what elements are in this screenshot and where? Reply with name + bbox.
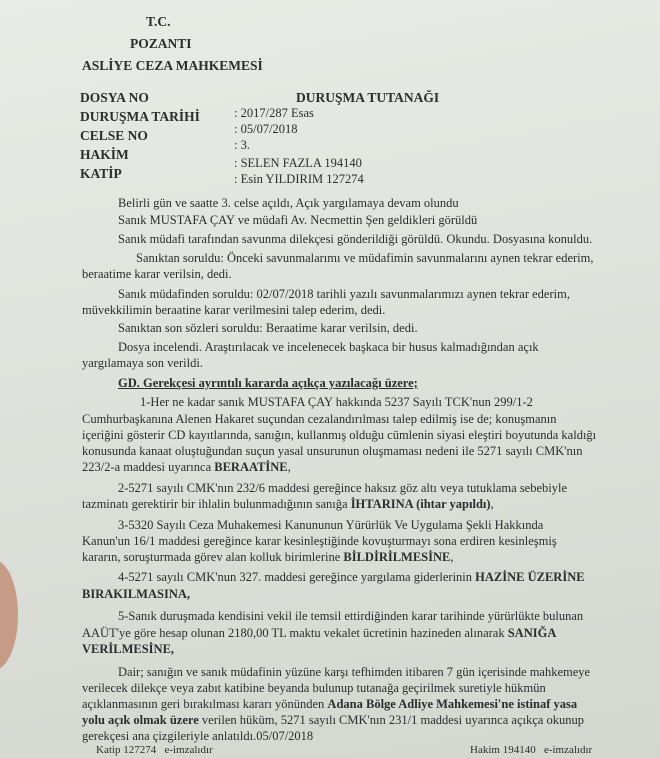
judge-signature-label: Hakim 194140 (470, 744, 536, 756)
paragraph-defense-petition: Sanık müdafi tarafından savunma dilekçesi gönderildiği görüldü. Okundu. Dosyasına konuldu. (118, 232, 593, 246)
fee-decision: SANIĞA (507, 626, 557, 640)
paragraph-defendant-question: Sanıktan soruldu: Önceki savunmalarımı ve müdafimin savunmalarını aynen tekrar ederim, (136, 251, 594, 265)
paragraph-defendant-question-cont: beraatime karar verilsin, dedi. (82, 267, 232, 281)
item-1-line-2: Cumhurbaşkanına Alenen Hakaret suçundan cezalandırılması talep edilmiş ise de; konuşmanın (82, 412, 557, 426)
clerk-signature-label: Katip 127274 (96, 744, 157, 756)
verdict-text: açıklanmasının geri bırakılması kararı yönünden (82, 697, 328, 711)
paragraph-attendance: Sanık MUSTAFA ÇAY ve müdafi Av. Necmettin Şen geldikleri görüldü (118, 213, 478, 227)
item-2-line-2 (82, 497, 494, 512)
item-1-line-3: içeriğini gösterir CD kayıtlarında, sanığın, kullanmış olduğu cümlenin siyasi eleştiri boyutunda kaldığı (82, 428, 597, 442)
paragraph-file-reviewed: Dosya incelendi. Araştırılacak ve incelenecek başkaca bir husus kalmadığından açık (118, 340, 539, 354)
warning-decision: İHTARINA (ihtar yapıldı) (350, 497, 491, 511)
judge-value: : SELEN FAZLA 194140 (234, 156, 362, 170)
item-1-text: 223/2-a maddesi uyarınca (82, 460, 215, 474)
appeal-court: Adana Bölge Adliye Mahkemesi'ne istinaf yasa (327, 697, 578, 711)
item-4-text: 4-5271 sayılı CMK'nun 327. maddesi gereğince yargılama giderlerinin (118, 570, 476, 584)
hearing-date-value: : 05/07/2018 (234, 122, 298, 136)
item-5-line-3: VERİLMESİNE, (82, 642, 175, 656)
paragraph-counsel-question: Sanık müdafinden soruldu: 02/07/2018 tarihli yazılı savunmalarımızı aynen tekrar ederim, (118, 287, 570, 301)
header-city: POZANTI (130, 36, 192, 51)
paragraph-opening: Belirli gün ve saatte 3. celse açıldı, Açık yargılamaya devam olundu (118, 196, 459, 210)
item-2-line-1: 2-5271 sayılı CMK'nın 232/6 maddesi gereğince haksız göz altı veya tutuklama sebebiyle (118, 481, 568, 495)
clerk-signature (96, 744, 213, 756)
item-1-line-4: konusunda kanaat oluştuğundan suçun yasal unsurunun oluşmaması nedeni ile 5271 sayılı CMK'nın (82, 444, 583, 458)
judge-signature (470, 744, 592, 756)
file-no-value: : 2017/287 Esas (234, 106, 314, 120)
judge-label: HAKİM (80, 147, 129, 162)
paragraph-file-reviewed-cont: yargılamaya son verildi. (82, 356, 203, 370)
item-1-line-1: 1-Her ne kadar sanık MUSTAFA ÇAY hakkında 5237 Sayılı TCK'nun 299/1-2 (140, 395, 533, 409)
item-3-line-1: 3-5320 Sayılı Ceza Muhakemesi Kanununun Yürürlük Ve Uygulama Şekli Hakkında (118, 518, 544, 532)
clerk-e-signed: e-imzalıdır (164, 744, 213, 756)
verdict-line-3 (82, 697, 577, 712)
document-type-title: DURUŞMA TUTANAĞI (296, 90, 440, 105)
verdict-line-5: gerekçesi ana çizgileriyle anlatıldı.05/07/2018 (82, 729, 314, 743)
header-tc: T.C. (146, 14, 171, 29)
paragraph-counsel-question-cont: müvekkilimin beraatine karar verilmesini talep ederim, dedi. (82, 303, 386, 317)
reasoning-heading: GD. Gerekçesi ayrıntılı kararda açıkça yazılacağı üzere; (118, 376, 418, 390)
file-no-label: DOSYA NO (80, 90, 149, 105)
appeal-open: yolu açık olmak üzere (82, 713, 199, 727)
acquittal-decision: BERAATİNE (214, 460, 288, 474)
item-2-end: , (490, 497, 494, 511)
notification-decision: BİLDİRİLMESİNE (343, 550, 451, 564)
paragraph-last-words: Sanıktan son sözleri soruldu: Beraatime karar verilsin, dedi. (118, 321, 418, 335)
verdict-line-1: Dair; sanığın ve sanık müdafinin yüzüne karşı tefhimden itibaren 7 gün içerisinde mahkemeye (118, 665, 591, 679)
item-1-end: , (287, 460, 291, 474)
item-5-text: AAÜT'ye göre hesap olunan 2180,00 TL maktu vekalet ücretinin hazineden alınarak (82, 626, 508, 640)
clerk-value: : Esin YILDIRIM 127274 (234, 172, 364, 186)
item-3-line-3 (82, 550, 454, 565)
session-no-label: CELSE NO (80, 128, 148, 143)
verdict-line-2: verilecek dilekçe veya zabıt katibine beyanda bulunup tutanağa geçirilmek suretiyle hükmün (82, 681, 546, 695)
item-4-line-1 (118, 570, 585, 585)
item-3-text: kararın, soruşturmada görev alan kolluk birimlerine (82, 550, 344, 564)
item-2-text: tazminatı gerektirir bir ihlalin bulunmadığının sanığa (82, 497, 351, 511)
hearing-date-label: DURUŞMA TARİHİ (80, 109, 200, 124)
judge-e-signed: e-imzalıdır (543, 744, 593, 756)
item-3-line-2: Kanun'un 16/1 maddesi gereğince karar kesinleştiğinde kovuşturmayı sona erdiren kesinleşmiş (82, 534, 557, 548)
session-no-value: : 3. (234, 138, 250, 152)
item-5-line-2 (82, 626, 556, 641)
thumb (0, 560, 18, 670)
item-3-end: , (450, 550, 454, 564)
item-1-line-5 (82, 460, 291, 475)
treasury-decision: HAZİNE ÜZERİNE (475, 570, 585, 584)
header-court: ASLİYE CEZA MAHKEMESİ (82, 58, 263, 73)
item-4-line-2: BIRAKILMASINA, (82, 587, 191, 601)
item-5-line-1: 5-Sanık duruşmada kendisini vekil ile temsil ettirdiğinden karar tarihinde yürürlükte bulunan (118, 609, 584, 623)
clerk-label: KATİP (80, 166, 122, 181)
verdict-text-cont: verilen hüküm, 5271 sayılı CMK'nın 231/1 maddesi uyarınca açıkça okunup (198, 713, 584, 727)
verdict-line-4 (82, 713, 584, 728)
